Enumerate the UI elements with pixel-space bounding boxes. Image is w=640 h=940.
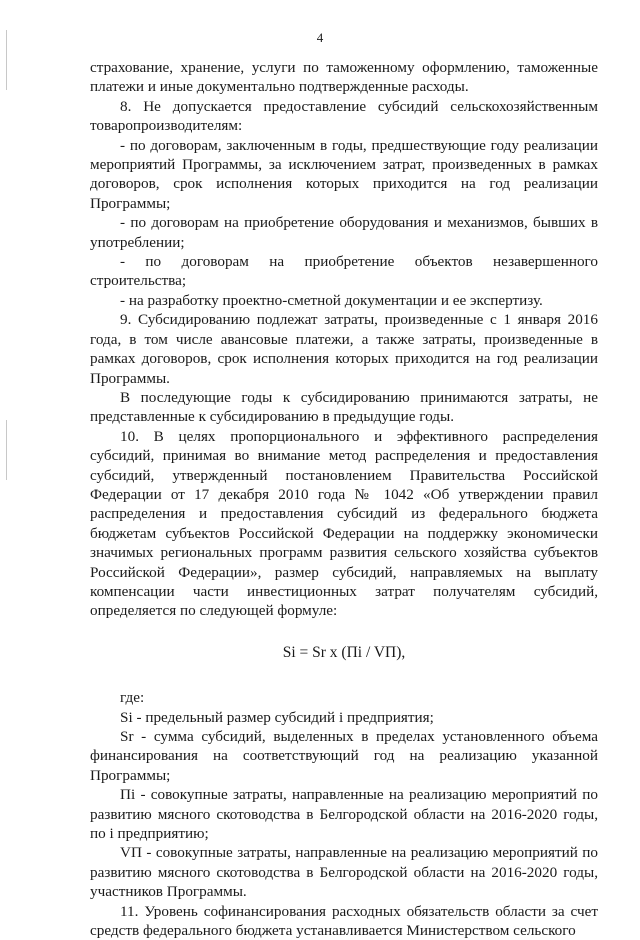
list-item: - на разработку проектно-сметной документации и ее экспертизу. <box>120 291 543 309</box>
paragraph-subsequent-years: В последующие годы к субсидированию принимаются затраты, не представленные к субсидированию в предыдущие годы. <box>90 388 598 426</box>
paragraph-item-10: 10. В целях пропорционального и эффективного распределения субсидий, принимая во внимание метод распределения и предоставления субсидий, утвержденный постановлением Правительства Российской Федерации от 17 декабря 2010 года № 1042 «Об утверждении правил распределения и предоставления субсидий из федерального бюджета бюджетам субъектов Российской Федерации на поддержку экономически значимых региональных программ развития сельского хозяйства субъектов Российской Федерации», размер субсидий, направляемых на выплату компенсации части инвестиционных затрат получателям субсидий, определяется по следующей формуле: <box>90 427 598 620</box>
paragraph-item-9: 9. Субсидированию подлежат затраты, произведенные с 1 января 2016 года, в том числе авансовые платежи, а также затраты, произведенные в рамках договоров, срок исполнения которых приходится на год реализации Программы. <box>90 311 598 387</box>
document-body <box>90 58 598 940</box>
list-item: - по договорам, заключенным в годы, предшествующие году реализации мероприятий Программы, за исключением затрат, произведенных в рамках договоров, срок исполнения которых приходится на год реализации Программы; <box>90 136 598 212</box>
list-item: - по договорам на приобретение объектов незавершенного строительства; <box>90 253 598 290</box>
formula: Si = Sr x (Пi / VП), <box>282 643 406 661</box>
scan-edge-mark <box>6 420 7 480</box>
list-item: - по договорам на приобретение оборудования и механизмов, бывших в употреблении; <box>90 214 598 251</box>
where-label: где: <box>120 689 145 707</box>
definition-si: Si - предельный размер субсидий i предприятия; <box>120 708 434 726</box>
page-number: 4 <box>316 30 324 45</box>
paragraph-item-8: 8. Не допускается предоставление субсидий сельскохозяйственным товаропроизводителям: <box>90 97 598 135</box>
definition-pi: Пi - совокупные затраты, направленные на реализацию мероприятий по развитию мясного скотоводства в Белгородской области на 2016-2020 годы, по i предприятию; <box>90 786 598 843</box>
paragraph-continuation: страхование, хранение, услуги по таможенному оформлению, таможенные платежи и иные документально подтвержденные расходы. <box>90 59 598 96</box>
definition-sr: Sr - сумма субсидий, выделенных в пределах установленного объема финансирования на соответствующий год на реализацию указанной Программы; <box>90 728 598 784</box>
definition-vp: VП - совокупные затраты, направленные на реализацию мероприятий по развитию мясного скотоводства в Белгородской области на 2016-2020 годы, участников Программы. <box>90 844 598 901</box>
paragraph-item-11: 11. Уровень софинансирования расходных обязательств области за счет средств федерального бюджета устанавливается Министерством сельского <box>90 902 598 940</box>
